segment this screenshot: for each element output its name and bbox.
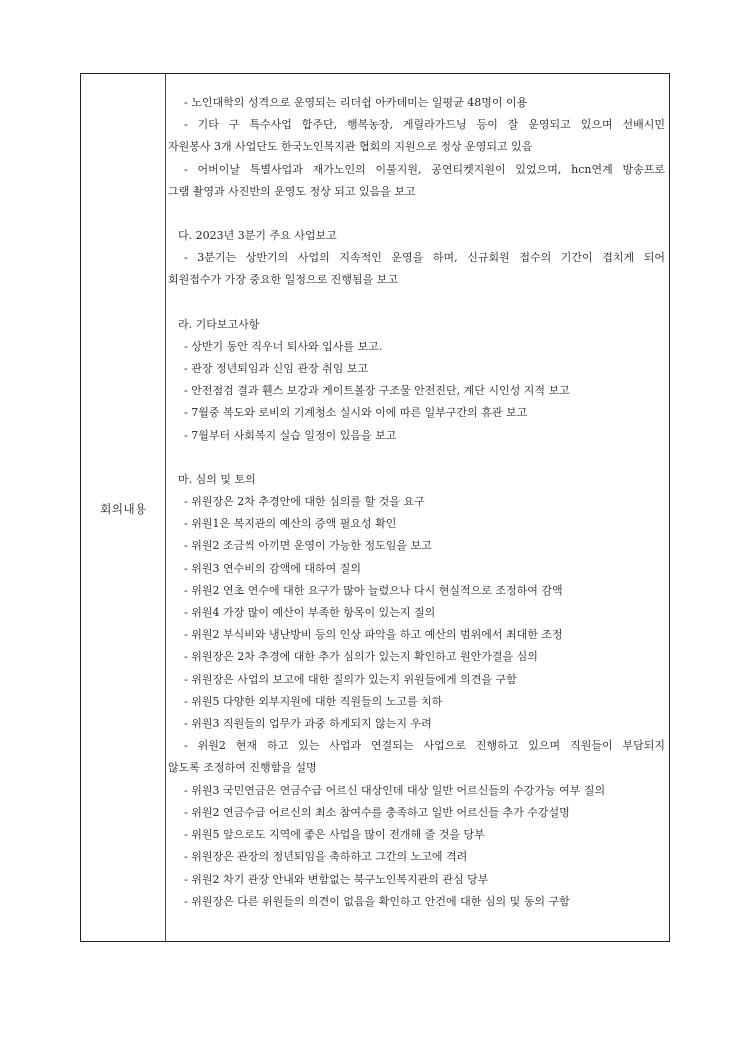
content-line: - 관장 정년퇴임과 신임 관장 취임 보고	[184, 362, 369, 376]
minutes-table	[80, 73, 670, 942]
content-line: - 위원3 직원들의 업무가 과중 하게되지 않는지 우려	[184, 717, 432, 731]
content-line: - 위원5 앞으로도 지역에 좋은 사업을 많이 전개해 줄 것을 당부	[184, 828, 485, 842]
content-line: - 위원2 부식비와 냉난방비 등의 인상 파악을 하고 예산의 범위에서 최대한 조정	[184, 628, 563, 642]
section-heading: 마. 심의 및 토의	[178, 472, 256, 486]
content-line: - 3분기는 상반기의 사업의 지속적인 운영을 하며, 신규회원 접수의 기간이 겹치게 되어	[184, 251, 665, 265]
content-line: - 기타 구 특수사업 합주단, 행복농장, 게릴라가드닝 등이 잘 운영되고 있으며 선배시민	[184, 118, 665, 132]
content-line: - 7월중 복도와 로비의 기계청소 실시와 이에 따른 일부구간의 휴관 보고	[184, 406, 528, 420]
content-line: - 위원장은 사업의 보고에 대한 질의가 있는지 위원들에게 의견을 구함	[184, 672, 517, 686]
content-line: 회원접수가 가장 중요한 일정으로 진행됨을 보고	[168, 273, 399, 287]
content-line: - 위원장은 2차 추경안에 대한 심의를 할 것을 요구	[184, 495, 425, 509]
meeting-content-label: 회의내용	[100, 502, 147, 516]
content-line: - 상반기 동안 직우너 퇴사와 입사를 보고.	[184, 339, 383, 353]
label-cell	[81, 74, 166, 941]
content-line: - 위원2 차기 관장 안내와 변함없는 북구노인복지관의 관심 당부	[184, 872, 489, 886]
content-line: - 위원2 조금씩 아끼면 운영이 가능한 정도임을 보고	[184, 539, 432, 553]
content-line: - 노인대학의 성격으로 운영되는 리더쉽 아카데미는 일평균 48명이 이용	[184, 96, 528, 109]
content-line: - 7월부터 사회복지 실습 일정이 있음을 보고	[184, 428, 397, 442]
blank-line	[168, 447, 665, 469]
content-line: - 위원1은 복지관의 예산의 증액 필요성 확인	[184, 517, 397, 531]
content-line: 자원봉사 3개 사업단도 한국노인복지관 협회의 지원으로 정상 운영되고 있음	[168, 140, 533, 154]
content-line: - 위원장은 다른 위원들의 의견이 없음을 확인하고 안건에 대한 심의 및 동의 구함	[184, 894, 570, 908]
content-line: - 위원장은 2차 추경에 대한 추가 심의가 있는지 확인하고 원안가결을 심의	[184, 650, 538, 664]
meeting-content-cell	[166, 92, 669, 913]
content-line: 않도록 조정하여 진행함을 설명	[168, 761, 317, 775]
content-line: - 위원장은 관장의 정년퇴임을 축하하고 그간의 노고에 격려	[184, 850, 468, 864]
content-line: - 위원2 연금수급 어르신의 최소 참여수를 충족하고 일반 어르신들 추가 수강설명	[184, 805, 570, 819]
content-line: - 어버이날 특별사업과 재가노인의 이불지원, 공연티켓지원이 있었으며, hcn연계 방송프로	[184, 162, 665, 176]
content-line: - 위원5 다양한 외부지원에 대한 직원들의 노고를 치하	[184, 694, 443, 708]
content-line: - 위원2 현재 하고 있는 사업과 연결되는 사업으로 진행하고 있으며 직원들이 부담되지	[184, 739, 665, 753]
content-line: 그램 촬영과 사진반의 운영도 정상 되고 있음을 보고	[168, 184, 416, 198]
content-line: - 위원4 가장 많이 예산이 부족한 항목이 있는지 질의	[184, 606, 436, 620]
blank-line	[168, 292, 665, 314]
blank-line	[168, 203, 665, 225]
content-line: - 위원3 연수비의 감액에 대하여 질의	[184, 561, 361, 575]
content-line: - 위원3 국민연금은 연금수급 어르신 대상인데 대상 일반 어르신들의 수강가능 여부 질의	[184, 783, 606, 797]
content-line: - 안전점검 결과 휀스 보강과 게이트볼장 구조물 안전진단, 계단 시인성 지적 보고	[184, 384, 570, 398]
content-line: - 위원2 연초 연수에 대한 요구가 많아 늘렸으나 다시 현실적으로 조정하여 감액	[184, 583, 563, 597]
section-heading: 라. 기타보고사항	[178, 317, 260, 331]
section-heading: 다. 2023년 3분기 주요 사업보고	[178, 229, 337, 243]
